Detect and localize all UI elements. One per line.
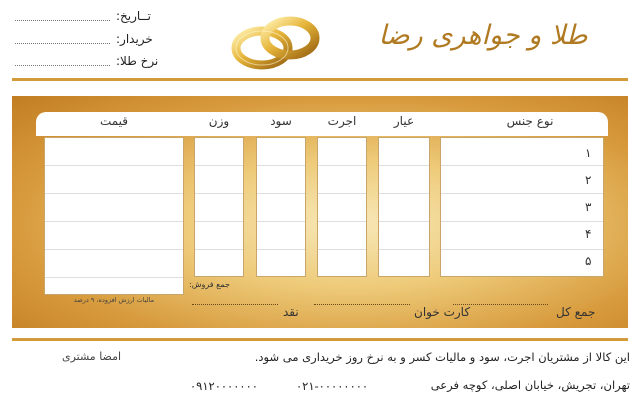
row-number: ۳: [585, 200, 592, 214]
cash-line[interactable]: [192, 304, 278, 305]
row-number: ۲: [585, 173, 592, 187]
col-header-wage: اجرت: [327, 114, 357, 128]
row-number: ۵: [585, 254, 592, 268]
weight-column[interactable]: [194, 137, 244, 277]
col-header-weight: وزن: [208, 114, 230, 128]
profit-column[interactable]: [256, 137, 306, 277]
col-header-karat: عیار: [393, 114, 415, 128]
gold-rate-field[interactable]: [15, 54, 158, 68]
purchase-note: این کالا از مشتریان اجرت، سود و مالیات کسر و به نرخ روز خریداری می شود.: [254, 350, 630, 364]
col-header-price: قیمت: [99, 114, 129, 128]
phone-landline: ۰۲۱-۰۰۰۰۰۰۰۰: [296, 379, 369, 393]
col-header-item-type: نوع جنس: [506, 114, 554, 128]
buyer-label: خریدار:: [116, 32, 153, 46]
brand-title: طلا و جواهری رضا: [378, 20, 588, 51]
wage-column[interactable]: [317, 137, 367, 277]
price-column[interactable]: [44, 137, 184, 295]
shop-address: تهران، تجریش، خیابان اصلی، کوچه فرعی: [430, 378, 630, 392]
card-reader-label: کارت خوان: [414, 305, 471, 319]
karat-column[interactable]: [378, 137, 430, 277]
gold-rings-icon: [226, 14, 326, 70]
row-number: ۱: [585, 146, 592, 160]
customer-signature-label: امضا مشتری: [62, 350, 122, 363]
sum-sale-label: جمع فروش:: [189, 280, 230, 289]
gold-rate-label: نرخ طلا:: [116, 54, 159, 68]
col-header-profit: سود: [270, 114, 292, 128]
date-label: تــاریخ:: [116, 9, 151, 23]
grand-total-label: جمع کل: [556, 305, 596, 319]
card-reader-line[interactable]: [314, 304, 410, 305]
phone-mobile: ۰۹۱۲۰۰۰۰۰۰۰: [190, 379, 258, 393]
header-divider: [12, 78, 628, 81]
cash-label: نقد: [283, 305, 299, 319]
row-number: ۴: [585, 227, 592, 241]
item-type-column[interactable]: [440, 137, 604, 277]
date-line: [15, 20, 110, 21]
date-field[interactable]: [15, 9, 151, 23]
gold-rate-line: [15, 65, 110, 66]
buyer-field[interactable]: [15, 32, 153, 46]
buyer-line: [15, 43, 110, 44]
vat-note: مالیات ارزش افزوده، ۹ درصد: [73, 296, 155, 304]
footer-divider: [12, 338, 628, 341]
